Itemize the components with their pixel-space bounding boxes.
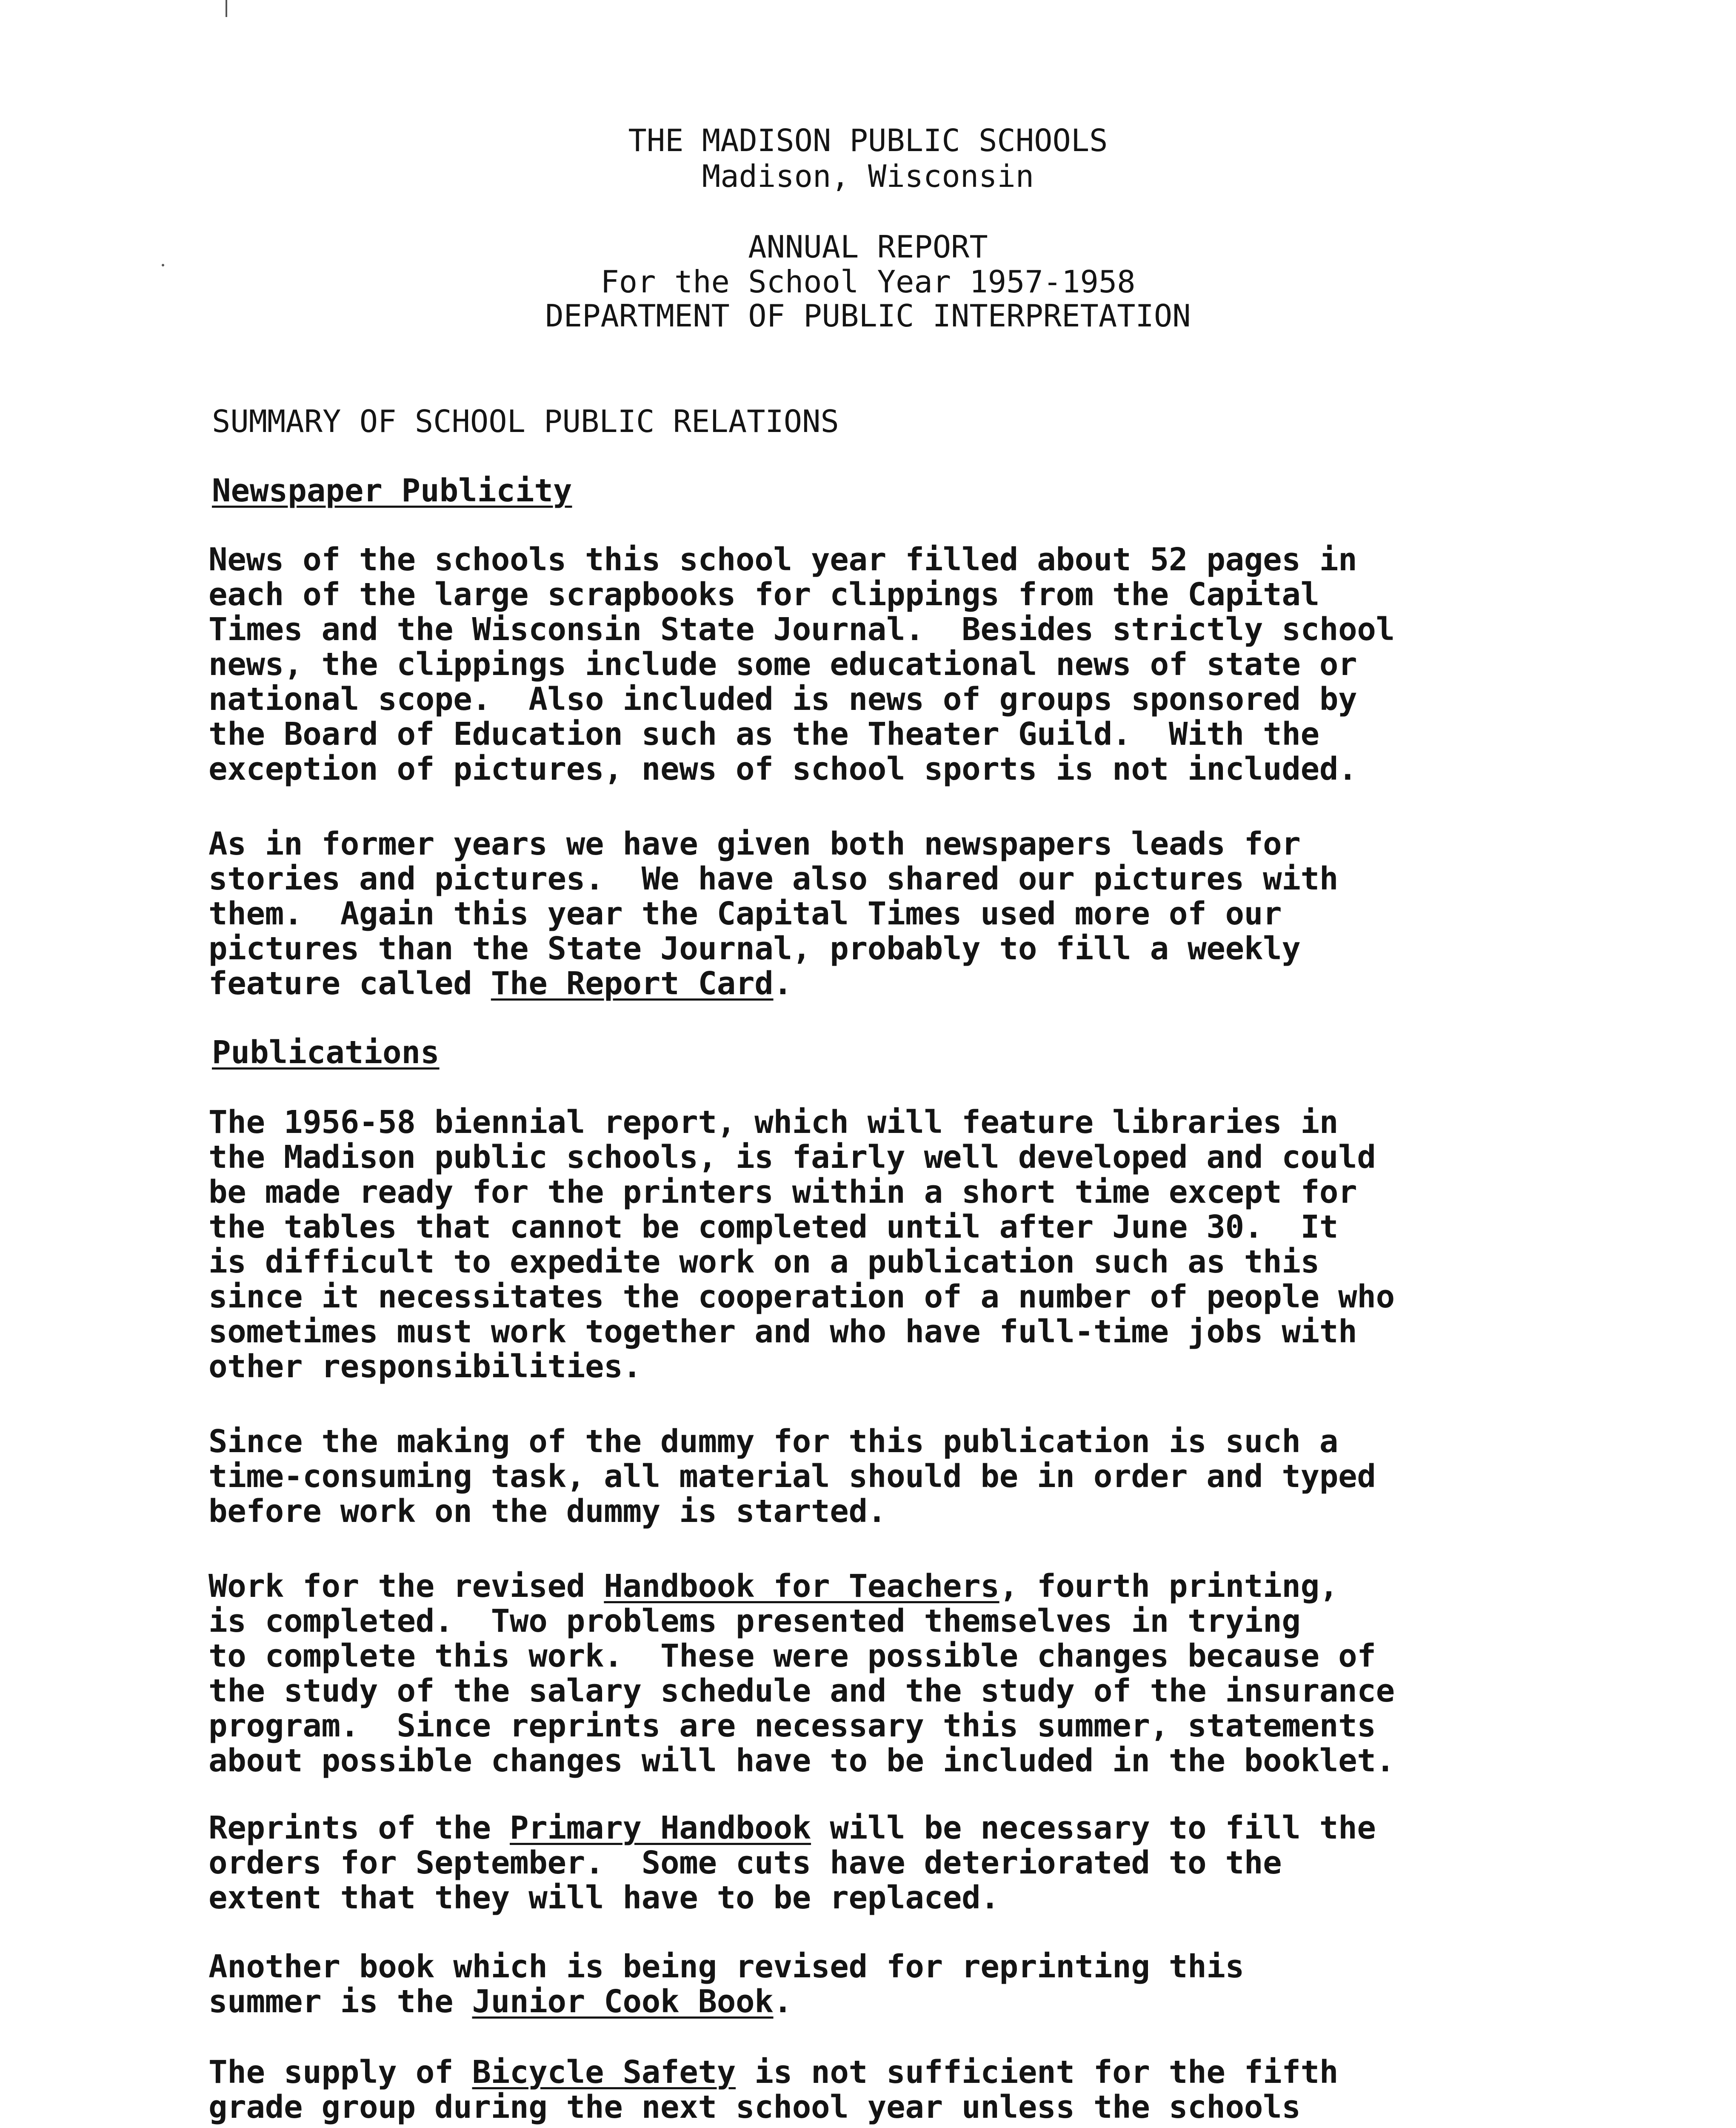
text-line: Since the making of the dummy for this publication is such a <box>208 1423 1339 1460</box>
text-span: feature called <box>208 965 491 1002</box>
publication-title-report-card: The Report Card <box>491 965 774 1002</box>
text-span: will be necessary to fill the <box>811 1810 1376 1846</box>
text-line: orders for September. Some cuts have deteriorated to the <box>208 1845 1282 1881</box>
publication-title-junior-cook-book: Junior Cook Book <box>472 1983 774 2020</box>
header-location: Madison, Wisconsin <box>702 158 1034 194</box>
text-line: time-consuming task, all material should be in order and typed <box>208 1458 1376 1495</box>
header-school-year: For the School Year 1957-1958 <box>600 264 1136 300</box>
text-line: the Board of Education such as the Theater Guild. With the <box>208 716 1319 752</box>
text-span: is not sufficient for the fifth <box>736 2054 1339 2091</box>
publication-title-bicycle-safety: Bicycle Safety <box>472 2054 736 2091</box>
text-line: news, the clippings include some educational news of state or <box>208 646 1357 683</box>
text-line: sometimes must work together and who have full-time jobs with <box>208 1313 1357 1350</box>
text-span: . <box>773 1983 792 2020</box>
text-line: As in former years we have given both newspapers leads for <box>208 826 1301 862</box>
text-line: before work on the dummy is started. <box>208 1493 887 1530</box>
text-line: grade group during the next school year unless the schools <box>208 2089 1301 2125</box>
text-line: the study of the salary schedule and the study of the insurance <box>208 1673 1395 1709</box>
publication-title-primary-handbook: Primary Handbook <box>510 1810 811 1846</box>
text-span: The supply of <box>208 2054 472 2091</box>
text-line: about possible changes will have to be included in the booklet. <box>208 1742 1395 1779</box>
text-span: summer is the <box>208 1983 472 2020</box>
header-report-title: ANNUAL REPORT <box>748 229 988 265</box>
section-heading-publications: Publications <box>212 1034 440 1071</box>
text-span: Reprints of the <box>208 1810 510 1846</box>
text-line: Another book which is being revised for reprinting this <box>208 1948 1244 1985</box>
text-line: them. Again this year the Capital Times used more of our <box>208 895 1282 932</box>
text-line <box>208 965 792 1002</box>
text-line: to complete this work. These were possible changes because of <box>208 1638 1376 1674</box>
text-line <box>208 1983 792 2020</box>
text-line: national scope. Also included is news of groups sponsored by <box>208 681 1357 718</box>
text-line: News of the schools this school year filled about 52 pages in <box>208 541 1357 578</box>
text-line: is completed. Two problems presented themselves in trying <box>208 1603 1301 1639</box>
text-line: each of the large scrapbooks for clippings from the Capital <box>208 576 1319 613</box>
text-span: , fourth printing, <box>999 1568 1339 1605</box>
text-span: Work for the revised <box>208 1568 604 1605</box>
text-line <box>208 1568 1338 1605</box>
text-line: since it necessitates the cooperation of a number of people who <box>208 1279 1395 1315</box>
text-line: exception of pictures, news of school sports is not included. <box>208 751 1357 787</box>
text-line: extent that they will have to be replaced. <box>208 1879 999 1916</box>
section-heading-newspaper-publicity: Newspaper Publicity <box>212 472 572 509</box>
text-line <box>208 1810 1376 1846</box>
text-line: pictures than the State Journal, probably to fill a weekly <box>208 930 1301 967</box>
text-line: the tables that cannot be completed until after June 30. It <box>208 1209 1339 1245</box>
scan-mark <box>226 0 227 17</box>
text-line: The 1956-58 biennial report, which will feature libraries in <box>208 1104 1339 1141</box>
text-span: . <box>773 965 792 1002</box>
scan-mark <box>162 264 164 266</box>
text-line: be made ready for the printers within a short time except for <box>208 1174 1357 1210</box>
text-line: Times and the Wisconsin State Journal. Besides strictly school <box>208 611 1395 648</box>
publication-title-handbook-for-teachers: Handbook for Teachers <box>604 1568 999 1605</box>
text-line: is difficult to expedite work on a publication such as this <box>208 1244 1319 1280</box>
summary-title: SUMMARY OF SCHOOL PUBLIC RELATIONS <box>212 403 839 439</box>
header-school-name: THE MADISON PUBLIC SCHOOLS <box>628 123 1108 158</box>
text-line: other responsibilities. <box>208 1348 642 1385</box>
text-line: program. Since reprints are necessary this summer, statements <box>208 1708 1376 1744</box>
text-line <box>208 2054 1338 2091</box>
text-line: the Madison public schools, is fairly well developed and could <box>208 1139 1376 1176</box>
text-line: stories and pictures. We have also shared our pictures with <box>208 861 1339 897</box>
header-department: DEPARTMENT OF PUBLIC INTERPRETATION <box>545 298 1191 334</box>
